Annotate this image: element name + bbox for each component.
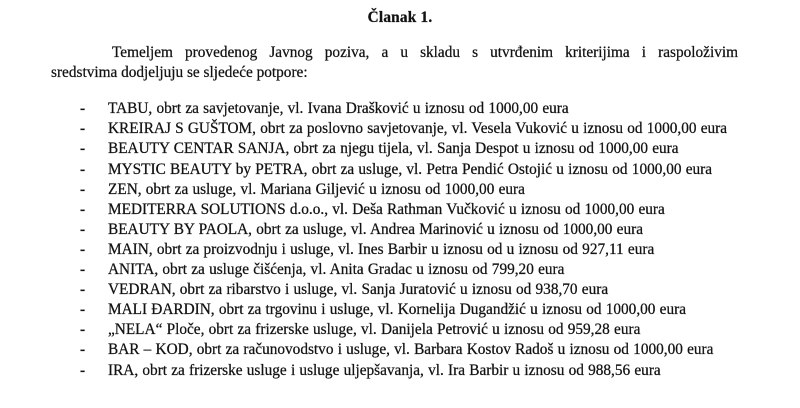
list-item bbox=[80, 240, 800, 260]
list-item-text: BEAUTY CENTAR SANJA, obrt za njegu tijela, vl. Sanja Despot u iznosu od 1000,00 eura bbox=[108, 140, 679, 158]
list-item bbox=[80, 200, 800, 220]
list-item bbox=[80, 99, 800, 119]
bullet-dash: - bbox=[80, 100, 86, 118]
bullet-dash: - bbox=[80, 341, 86, 359]
list-item-text: TABU, obrt za savjetovanje, vl. Ivana Drašković u iznosu od 1000,00 eura bbox=[108, 100, 569, 118]
list-item-text: MALI ĐARDIN, obrt za trgovinu i usluge, vl. Kornelija Dugandžić u iznosu od 1000,00 eura bbox=[108, 301, 686, 319]
bullet-dash: - bbox=[80, 140, 86, 158]
bullet-dash: - bbox=[80, 220, 86, 238]
list-item-text: BEAUTY BY PAOLA, obrt za usluge, vl. Andrea Marinović u iznosu od 1000,00 eura bbox=[108, 220, 643, 238]
list-item-text: „NELA“ Ploče, obrt za frizerske usluge, vl. Danijela Petrović u iznosu od 959,28 eura bbox=[108, 321, 641, 339]
bullet-dash: - bbox=[80, 160, 86, 178]
bullet-dash: - bbox=[80, 200, 86, 218]
grant-list bbox=[80, 99, 800, 380]
intro-line-1: Temeljem provedenog Javnog poziva, a u skladu s utvrđenim kriterijima i raspoloživim bbox=[112, 44, 738, 62]
list-item bbox=[80, 160, 800, 180]
list-item-text: MYSTIC BEAUTY by PETRA, obrt za usluge, vl. Petra Pendić Ostojić u iznosu od 1000,00 eura bbox=[108, 160, 713, 178]
list-item bbox=[80, 300, 800, 320]
bullet-dash: - bbox=[80, 180, 86, 198]
list-item-text: MEDITERRA SOLUTIONS d.o.o., vl. Deša Rathman Vučković u iznosu od 1000,00 eura bbox=[108, 200, 665, 218]
bullet-dash: - bbox=[80, 240, 86, 258]
list-item bbox=[80, 280, 800, 300]
list-item-text: VEDRAN, obrt za ribarstvo i usluge, vl. Sanja Juratović u iznosu od 938,70 eura bbox=[108, 281, 609, 299]
list-item-text: KREIRAJ S GUŠTOM, obrt za poslovno savjetovanje, vl. Vesela Vuković u iznosu od 1000,00 eura bbox=[108, 120, 728, 138]
bullet-dash: - bbox=[80, 321, 86, 339]
bullet-dash: - bbox=[80, 120, 86, 138]
bullet-dash: - bbox=[80, 301, 86, 319]
bullet-dash: - bbox=[80, 281, 86, 299]
intro-line-2: sredstvima dodjeljuju se sljedeće potpore: bbox=[51, 64, 308, 82]
bullet-dash: - bbox=[80, 261, 86, 279]
list-item bbox=[80, 340, 800, 360]
list-item-text: ZEN, obrt za usluge, vl. Mariana Giljević u iznosu od 1000,00 eura bbox=[108, 180, 525, 198]
intro-paragraph bbox=[51, 43, 738, 83]
list-item-text: IRA, obrt za frizerske usluge i usluge uljepšavanja, vl. Ira Barbir u iznosu od 988,56 eura bbox=[108, 361, 661, 379]
list-item bbox=[80, 260, 800, 280]
list-item bbox=[80, 119, 800, 139]
list-item bbox=[80, 320, 800, 340]
list-item bbox=[80, 139, 800, 159]
list-item bbox=[80, 361, 800, 381]
list-item bbox=[80, 220, 800, 240]
list-item bbox=[80, 180, 800, 200]
article-heading: Članak 1. bbox=[367, 9, 433, 26]
bullet-dash: - bbox=[80, 361, 86, 379]
list-item-text: ANITA, obrt za usluge čišćenja, vl. Anita Gradac u iznosu od 799,20 eura bbox=[108, 261, 565, 279]
list-item-text: MAIN, obrt za proizvodnju i usluge, vl. Ines Barbir u iznosu od u iznosu od 927,11 eura bbox=[108, 240, 655, 258]
list-item-text: BAR – KOD, obrt za računovodstvo i usluge, vl. Barbara Kostov Radoš u iznosu od 1000,00 eura bbox=[108, 341, 714, 359]
document-page bbox=[0, 8, 800, 408]
